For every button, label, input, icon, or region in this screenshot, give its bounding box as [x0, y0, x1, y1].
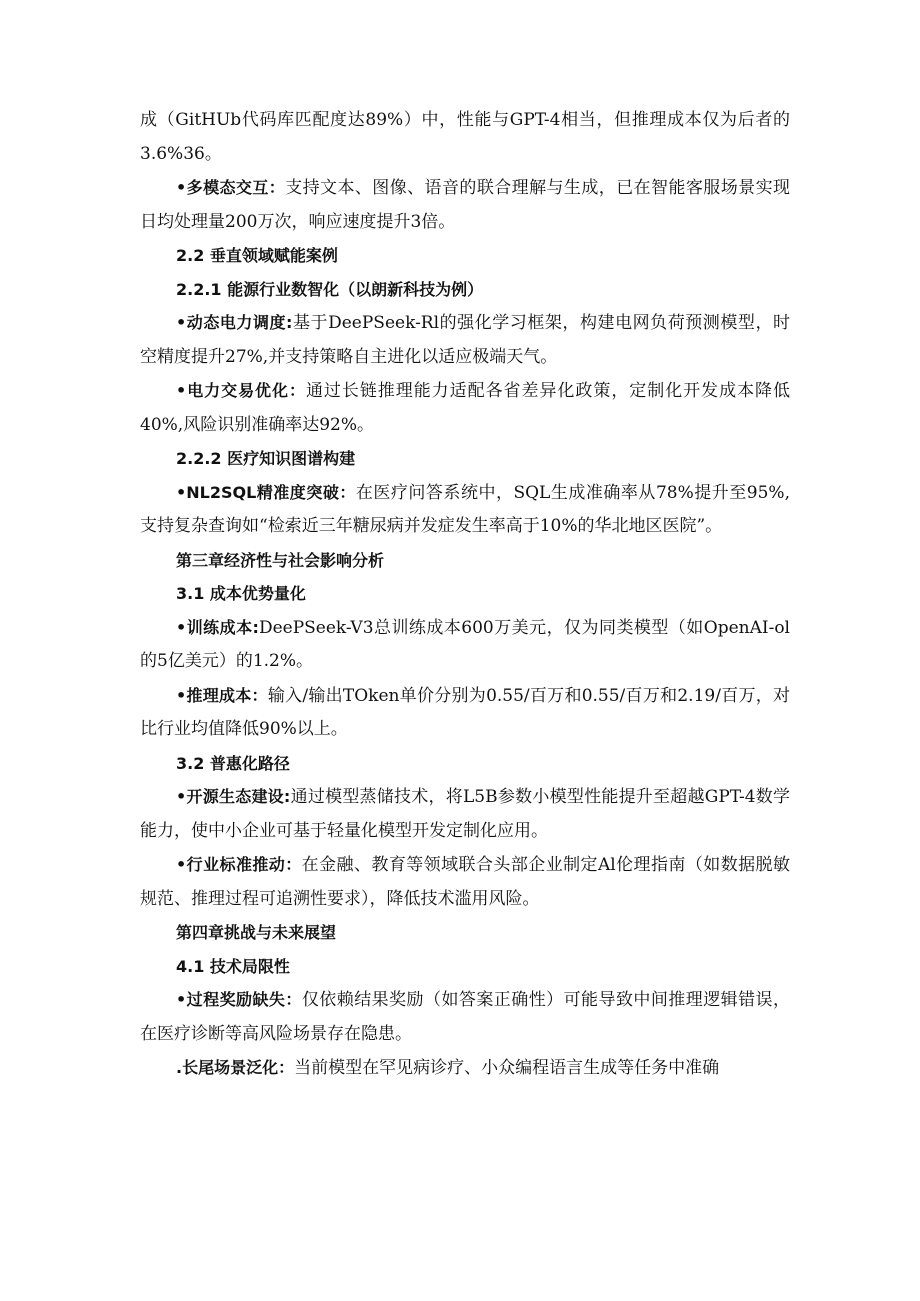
paragraph-text: 仅依赖结果奖励（如答案正确性）可能导致中间推理逻辑错误，在医疗诊断等高风险场景存在隐患。	[140, 990, 791, 1044]
section-heading-4-1: 4.1 技术局限性	[176, 956, 290, 976]
paragraph-long-tail	[140, 1051, 790, 1086]
section-heading-2-2: 2.2 垂直领域赋能案例	[176, 246, 338, 265]
paragraph-text: 在医疗问答系统中，SQL生成准确率从78%提升至95%,支持复杂查询如“检索近三年糖尿病并发症发生率高于10%的华北地区医院”。	[140, 482, 790, 536]
paragraph-text: 在金融、教育等领域联合头部企业制定Al伦理指南（如数据脱敏规范、推理过程可追溯性要求），降低技术滥用风险。	[140, 855, 790, 909]
paragraph-text: 输入/输出TOken单价分别为0.55/百万和0.55/百万和2.19/百万，对比行业均值降低90%以上。	[140, 685, 790, 739]
bullet-label: •多模态交互：	[176, 178, 286, 197]
document-body	[140, 104, 790, 1086]
paragraph-process-reward	[140, 983, 790, 1051]
paragraph-inference-cost	[140, 679, 790, 747]
bullet-label: •行业标准推动：	[176, 855, 302, 874]
section-heading-3-1: 3.1 成本优势量化	[176, 584, 306, 603]
bullet-label: •训练成本:	[176, 617, 259, 637]
section-heading-3-2: 3.2 普惠化路径	[176, 753, 290, 773]
paragraph-open-source	[140, 780, 790, 848]
section-heading-2-2-1: 2.2.1 能源行业数智化（以朗新科技为例）	[176, 279, 484, 299]
paragraph-text: 支持文本、图像、语音的联合理解与生成，已在智能客服场景实现日均处理量200万次，响应速度提升3倍。	[140, 178, 790, 232]
bullet-label: •NL2SQL精准度突破：	[176, 482, 356, 502]
paragraph-text: DeePSeek-V3总训练成本600万美元，仅为同类模型（如OpenAI-ol的5亿美元）的1.2%。	[140, 617, 790, 671]
chapter-heading-3: 第三章经济性与社会影响分析	[176, 550, 385, 570]
paragraph-text: 通过长链推理能力适配各省差异化政策，定制化开发成本降低40%,风险识别准确率达92%。	[140, 381, 790, 435]
paragraph-multimodal	[140, 171, 790, 239]
chapter-heading-4: 第四章挑战与未来展望	[176, 923, 337, 942]
paragraph-industry-standards	[140, 848, 790, 916]
paragraph-text: 成（GitHUb代码库匹配度达89%）中，性能与GPT-4相当，但推理成本仅为后者的3.6%36。	[140, 110, 790, 164]
paragraph-text: 基于DeePSeek-Rl的强化学习框架，构建电网负荷预测模型，时空精度提升27%,并支持策略自主进化以适应极端天气。	[140, 313, 790, 367]
paragraph-text: 当前模型在罕见病诊疗、小众编程语言生成等任务中准确	[294, 1058, 720, 1078]
bullet-label: •动态电力调度:	[176, 313, 293, 332]
paragraph-github-match	[140, 104, 790, 171]
bullet-label: •推理成本：	[176, 685, 268, 705]
paragraph-power-dispatch	[140, 306, 790, 374]
bullet-label: •过程奖励缺失：	[176, 990, 302, 1009]
paragraph-training-cost	[140, 611, 790, 679]
section-heading-2-2-2: 2.2.2 医疗知识图谱构建	[176, 449, 356, 468]
bullet-label: .长尾场景泛化：	[176, 1058, 295, 1077]
paragraph-text: 通过模型蒸储技术，将L5B参数小模型性能提升至超越GPT-4数学能力，使中小企业可基于轻量化模型开发定制化应用。	[140, 787, 790, 841]
paragraph-nl2sql	[140, 476, 790, 544]
bullet-label: •开源生态建设:	[176, 787, 291, 806]
bullet-label: •电力交易优化：	[176, 381, 306, 400]
paragraph-power-trading	[140, 374, 790, 442]
